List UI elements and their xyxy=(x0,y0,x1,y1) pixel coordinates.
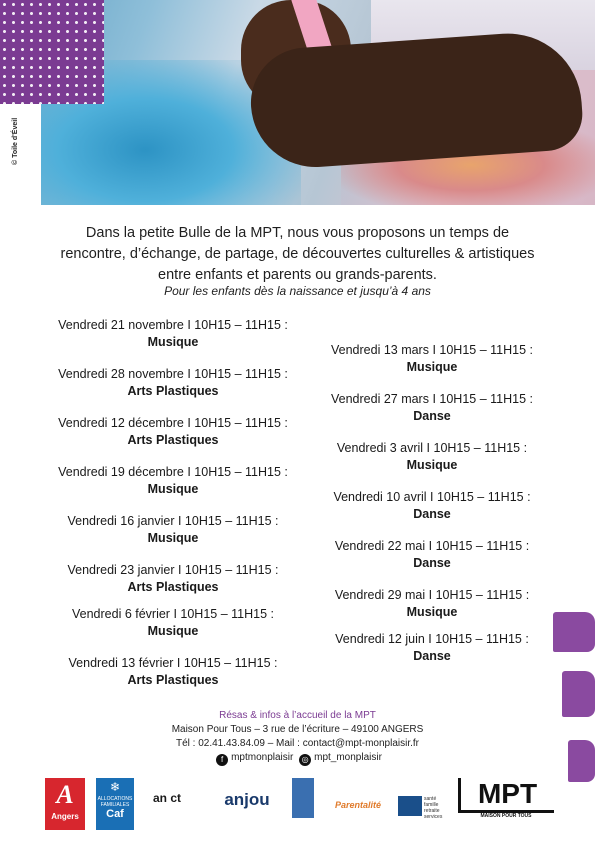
contact: Tél : 02.41.43.84.09 – Mail : contact@mpt-monplaisir.fr xyxy=(175,738,420,749)
photo-credit: © Toile d'Éveil xyxy=(12,117,19,165)
brush-stroke xyxy=(553,612,595,652)
event-item: Vendredi 27 mars I 10H15 – 11H15 : Danse xyxy=(331,392,533,423)
event-item: Vendredi 13 février I 10H15 – 11H15 : Arts Plastiques xyxy=(68,656,278,687)
angers-logo: A Angers xyxy=(45,778,85,830)
anjou-logo: anjou xyxy=(224,790,270,809)
header-photo xyxy=(41,0,595,205)
facebook-icon: f xyxy=(216,754,228,766)
instagram-handle[interactable]: mpt_monplaisir xyxy=(314,752,382,763)
event-item: Vendredi 6 février I 10H15 – 11H15 : Musique xyxy=(72,607,274,638)
event-item: Vendredi 12 décembre I 10H15 – 11H15 : Arts Plastiques xyxy=(58,416,288,447)
address: Maison Pour Tous – 3 rue de l’écriture – 49100 ANGERS xyxy=(171,724,424,735)
event-item: Vendredi 29 mai I 10H15 – 11H15 : Musique xyxy=(334,588,530,619)
partner-logo xyxy=(292,778,314,818)
event-item: Vendredi 28 novembre I 10H15 – 11H15 : Arts Plastiques xyxy=(58,367,288,398)
msa-tagline: santé famille retraite services xyxy=(424,796,443,820)
event-item: Vendredi 16 janvier I 10H15 – 11H15 : Musique xyxy=(67,514,279,545)
event-item: Vendredi 19 décembre I 10H15 – 11H15 : Musique xyxy=(58,465,288,496)
event-item: Vendredi 10 avril I 10H15 – 11H15 : Danse xyxy=(333,490,531,521)
dotted-corner-decoration xyxy=(0,0,104,104)
audience-note: Pour les enfants dès la naissance et jusqu’à 4 ans xyxy=(164,284,431,298)
msa-logo xyxy=(398,796,422,816)
event-item: Vendredi 12 juin I 10H15 – 11H15 : Danse xyxy=(335,632,529,663)
caf-logo: ❄ ALLOCATIONS FAMILIALES Caf xyxy=(96,778,134,830)
anct-logo: an ct xyxy=(152,791,181,805)
event-item: Vendredi 22 mai I 10H15 – 11H15 : Danse xyxy=(334,539,530,570)
booking-info: Résas & infos à l’accueil de la MPT xyxy=(219,710,376,721)
event-item: Vendredi 21 novembre I 10H15 – 11H15 : Musique xyxy=(58,318,288,349)
event-item: Vendredi 13 mars I 10H15 – 11H15 : Musique xyxy=(331,343,533,374)
parentalite-logo: Parentalité xyxy=(334,800,382,810)
event-item: Vendredi 23 janvier I 10H15 – 11H15 : Arts Plastiques xyxy=(67,563,279,594)
facebook-handle[interactable]: mptmonplaisir xyxy=(231,752,294,763)
instagram-icon: ◎ xyxy=(299,754,311,766)
mpt-logo: MPT MAISON POUR TOUS xyxy=(458,778,554,822)
social-links xyxy=(0,752,595,766)
child-hand-drawing xyxy=(247,29,585,172)
event-item: Vendredi 3 avril I 10H15 – 11H15 : Musique xyxy=(336,441,528,472)
intro-text: Dans la petite Bulle de la MPT, nous vous proposons un temps de rencontre, d’échange, de partage, de découvertes culturelles & artistiques entre enfants et parents ou grands-parents. xyxy=(60,225,535,283)
